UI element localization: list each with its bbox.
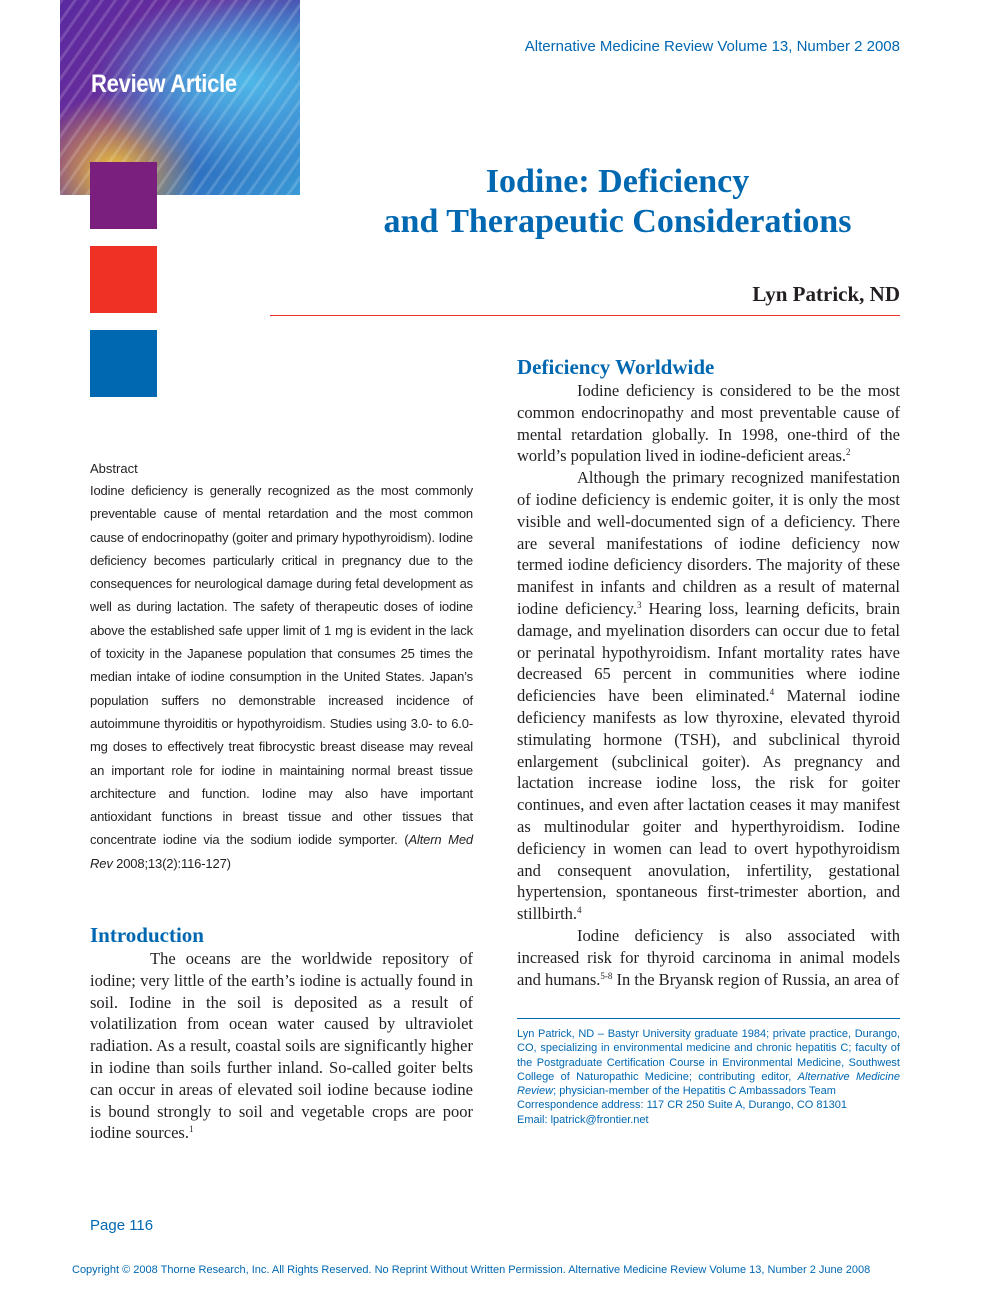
journal-header: Alternative Medicine Review Volume 13, Number 2 2008 (524, 38, 900, 55)
correspondence-address: Correspondence address: 117 CR 250 Suite A, Durango, CO 81301 (517, 1099, 847, 1112)
red-square (90, 246, 157, 313)
introduction-paragraph (90, 948, 473, 1144)
paragraph-text: In the Bryansk region of Russia, an area of (612, 969, 900, 989)
author-email: Email: lpatrick@frontier.net (517, 1113, 649, 1126)
deficiency-paragraph-3 (517, 925, 900, 990)
citation-rest: 2008;13(2):116-127) (112, 855, 231, 871)
paragraph-text: Although the primary recognized manifestation of iodine deficiency is endemic goiter, it is only the most visible and well-documented sign of a deficiency. There are several manifestations of iodine deficiency now termed iodine deficiency disorders. The majority of these manifest in infants and children as a result of maternal iodine deficiency. (517, 468, 900, 618)
page-number: Page 116 (90, 1217, 154, 1234)
paragraph-text: Iodine deficiency is also associated with increased risk for thyroid carcinoma in animal models and humans. (517, 925, 900, 989)
article-title (340, 162, 895, 242)
introduction-text: The oceans are the worldwide repository of iodine; very little of the earth’s iodine is actually found in soil. Iodine in the soil is deposited as a result of volatilization from ocean water caused by ultraviolet radiation. As a result, coastal soils are significantly higher in iodine than soils further inland. So-called goiter belts can occur in areas of elevated soil iodine because iodine is bound strongly to soil and vegetable crops are poor iodine sources. (90, 949, 473, 1143)
paragraph-text: Maternal iodine deficiency manifests as low thyroxine, elevated thyroid stimulating hormone (TSH), and subclinical thyroid enlargement (subclinical goiter). As pregnancy and lactation increase iodine loss, the risk for goiter continues, and even after lactation ceases it may manifest as multinodular goiter and hyperthyroidism. Iodine deficiency in women can lead to overt hypothyroidism and consequent anovulation, infertility, gestational hypertension, spontaneous first-trimester abortion, and stillbirth. (517, 686, 900, 924)
abstract-text (90, 479, 473, 875)
author-name: Lyn Patrick, ND (752, 282, 900, 306)
title-divider (270, 315, 900, 316)
section-label: Review Article (91, 70, 237, 98)
paragraph-text: Hearing loss, learning deficits, brain damage, and myelination disorders can occur due to fetal or perinatal hypothyroidism. Infant mortality rates have decreased 65 percent in communities where iodine deficiencies have been eliminated. (517, 598, 900, 706)
citation-journal: Altern Med Rev (90, 832, 473, 871)
introduction-section (90, 922, 473, 1144)
deficiency-heading: Deficiency Worldwide (517, 355, 715, 379)
abstract-label: Abstract (90, 461, 138, 476)
footnote-journal: Alternative Medicine Review (517, 1070, 900, 1098)
reference-marker: 1 (188, 1124, 194, 1135)
footnote-text: Lyn Patrick, ND – Bastyr University graduate 1984; private practice, Durango, CO, specializing in environmental medicine and chronic hepatitis C; faculty of the Postgraduate Certification Course in Environmental Medicine, Southwest College of Naturopathic Medicine; contributing editor, (517, 1028, 900, 1083)
blue-square (90, 330, 157, 397)
abstract-body: Iodine deficiency is generally recognized as the most commonly preventable cause of mental retardation and the most common cause of endocrinopathy (goiter and primary hypothyroidism). Iodine deficiency becomes particularly critical in pregnancy due to the consequences for neurological damage during fetal development as well as during lactation. The safety of therapeutic doses of iodine above the established safe upper limit of 1 mg is evident in the lack of toxicity in the Japanese population that consumes 25 times the median intake of iodine consumption in the United States. Japan’s population suffers no demonstrable increased incidence of autoimmune thyroiditis or hypothyroidism. Studies using 3.0- to 6.0-mg doses to effectively treat fibrocystic breast disease may reveal an important role for iodine in maintaining normal breast tissue architecture and function. Iodine may also have important antioxidant functions in breast tissue and other tissues that concentrate iodine via the sodium iodide symporter. (90, 483, 473, 848)
deficiency-paragraph-2 (517, 467, 900, 925)
copyright-footer: Copyright © 2008 Thorne Research, Inc. All Rights Reserved. No Reprint Without Written Permission. Alternative Medicine Review Volume 13, Number 2 June 2008 (72, 1264, 871, 1276)
footnote-text: ; physician-member of the Hepatitis C Ambassadors Team (553, 1085, 836, 1098)
reference-marker: 3 (636, 599, 642, 610)
introduction-heading: Introduction (90, 923, 204, 947)
deficiency-section (517, 354, 900, 990)
reference-marker: 2 (846, 447, 851, 458)
footnote-divider (517, 1018, 900, 1019)
deficiency-paragraph-1 (517, 380, 900, 467)
title-line-2: and Therapeutic Considerations (383, 203, 852, 240)
title-line-1: Iodine: Deficiency (485, 163, 750, 200)
author-footnote (517, 1027, 900, 1127)
citation-open: ( (404, 832, 409, 848)
purple-square (90, 162, 157, 229)
paragraph-text: Iodine deficiency is considered to be the most common endocrinopathy and most preventable cause of mental retardation globally. In 1998, one-third of the world’s population lived in iodine-deficient areas. (517, 381, 900, 466)
reference-marker: 5-8 (600, 970, 613, 981)
reference-marker: 4 (769, 687, 775, 698)
abstract-section (90, 459, 473, 875)
reference-marker: 4 (577, 905, 582, 916)
